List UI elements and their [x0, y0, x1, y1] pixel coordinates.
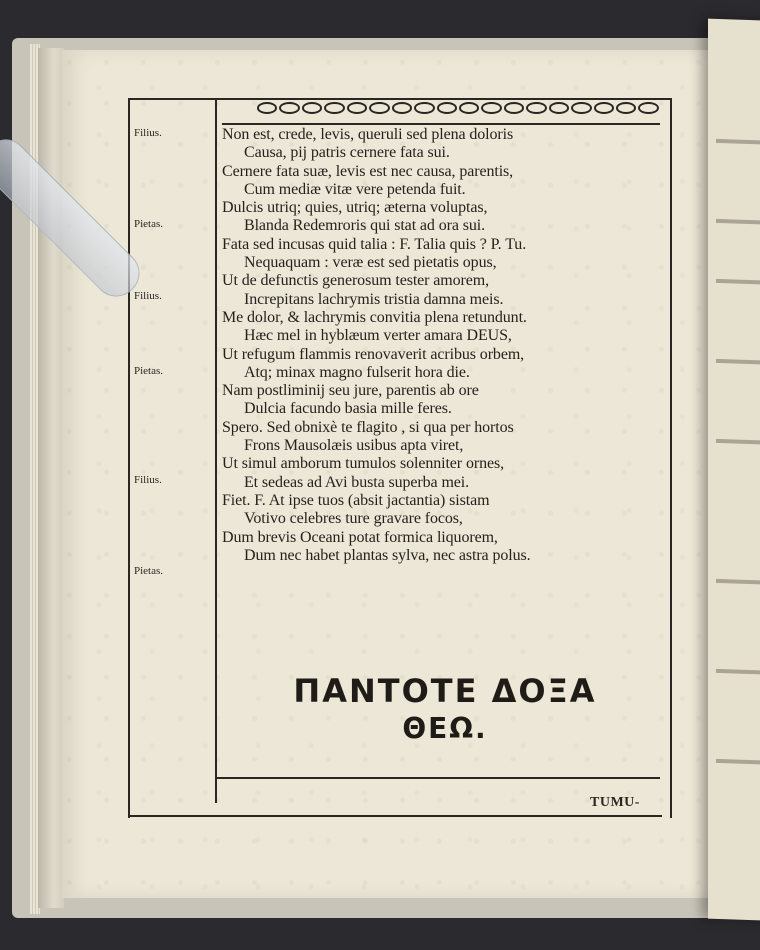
- verse-line: Nequaquam : veræ est sed pietatis opus,: [244, 254, 497, 272]
- ornament-link: [369, 102, 389, 114]
- verse-line: Fiet. F. At ipse tuos (absit jactantia) sistam: [222, 491, 490, 509]
- verse-line: Me dolor, & lachrymis convitia plena retundunt.: [222, 308, 527, 326]
- verse-line: Ut de defunctis generosum tester amorem,: [222, 272, 490, 290]
- verse-line: Increpitans lachrymis tristia damna meis.: [244, 290, 504, 308]
- verse-line: Non est, crede, levis, queruli sed plena doloris: [222, 126, 514, 143]
- verse-line: Dulcis utriq; quies, utriq; æterna voluptas,: [222, 199, 488, 217]
- facing-page-text-mark: [716, 759, 760, 765]
- facing-page-text-mark: [716, 139, 760, 145]
- ornament-link: [302, 102, 322, 114]
- verse-line: Fata sed incusas quid talia : F. Talia quis ? P. Tu.: [222, 235, 527, 253]
- speaker-label: Pietas.: [134, 365, 164, 377]
- ornament-link: [324, 102, 344, 114]
- facing-page-text-mark: [716, 359, 760, 365]
- verse-line: Ut refugum flammis renovaverit acribus orbem,: [222, 345, 525, 363]
- verse-line: Hæc mel in hyblæum verter amara DEUS,: [244, 327, 512, 345]
- facing-page-text-mark: [716, 579, 760, 585]
- facing-page-text-mark: [716, 279, 760, 285]
- ornament-link: [571, 102, 591, 114]
- verse-line: Dulcia facundo basia mille feres.: [244, 400, 452, 418]
- ornament-link: [481, 102, 501, 114]
- ornament-link: [257, 102, 277, 114]
- facing-page-edge: [708, 19, 760, 922]
- speaker-label: Filius.: [134, 127, 162, 139]
- ornament-link: [392, 102, 412, 114]
- verse-block: [222, 126, 662, 565]
- ornament-link: [504, 102, 524, 114]
- verse-line: Causa, pij patris cernere fata sui.: [244, 144, 450, 162]
- verse-line: Spero. Sed obnixè te flagito , si qua per hortos: [222, 418, 514, 436]
- ornament-link: [549, 102, 569, 114]
- facing-page-text-mark: [716, 439, 760, 445]
- frame-bottom-rule: [128, 815, 662, 817]
- verse-line: Blanda Redemroris qui stat ad ora sui.: [244, 217, 486, 235]
- ornament-band: [256, 100, 660, 114]
- verse-line: Ut simul amborum tumulos solenniter ornes,: [222, 455, 504, 473]
- ornament-link: [638, 102, 658, 114]
- catchword: TUMU-: [590, 795, 640, 810]
- verse-line: Dum brevis Oceani potat formica liquorem,: [222, 528, 498, 546]
- facing-page-text-mark: [716, 219, 760, 225]
- verse-line: Votivo celebres ture gravare focos,: [244, 510, 463, 528]
- ornament-link: [437, 102, 457, 114]
- greek-doxology-line-1: ΠΑΝΤΟΤΕ ΔΟΞΑ: [293, 672, 597, 710]
- verse-line: Cum mediæ vitæ vere petenda fuit.: [244, 180, 466, 198]
- ornament-link: [594, 102, 614, 114]
- speaker-label: Pietas.: [134, 565, 164, 577]
- verse-line: Atq; minax magno fulserit hora die.: [244, 363, 470, 381]
- ornament-link: [526, 102, 546, 114]
- greek-doxology-line-2: ΘΕΩ.: [402, 712, 488, 745]
- ornament-rule: [222, 123, 660, 125]
- ornament-link: [279, 102, 299, 114]
- ornament-link: [414, 102, 434, 114]
- ornament-link: [347, 102, 367, 114]
- speaker-label: Pietas.: [134, 218, 164, 230]
- ornament-link: [459, 102, 479, 114]
- verse-line: Dum nec habet plantas sylva, nec astra polus.: [244, 546, 531, 564]
- verse-line: Cernere fata suæ, levis est nec causa, parentis,: [222, 162, 514, 180]
- verse-line: Et sedeas ad Avi busta superba mei.: [244, 473, 470, 491]
- verse-line: Nam postliminij seu jure, parentis ab ore: [222, 382, 479, 400]
- verse-line: Frons Mausolæis usibus apta viret,: [244, 437, 464, 455]
- speaker-label: Filius.: [134, 474, 162, 486]
- ornament-link: [616, 102, 636, 114]
- speaker-label: Filius.: [134, 290, 162, 302]
- facing-page-text-mark: [716, 669, 760, 675]
- margin-divider-rule: [215, 98, 217, 803]
- closing-rule: [217, 777, 660, 779]
